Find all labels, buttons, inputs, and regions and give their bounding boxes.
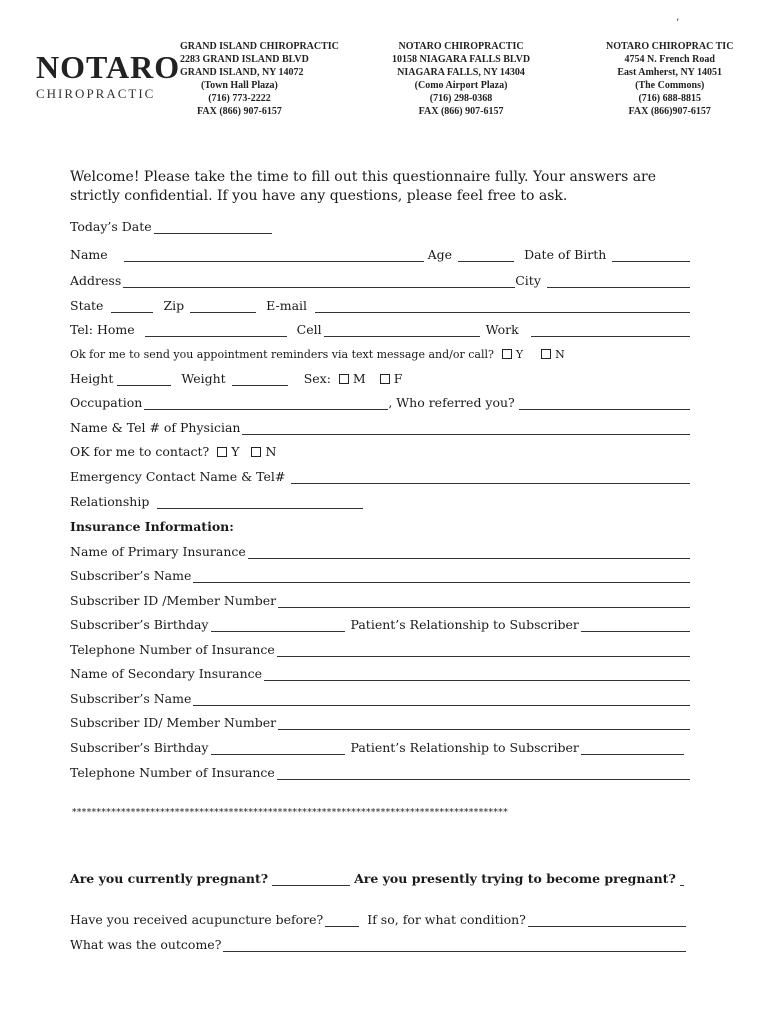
reminders-row <box>70 341 690 361</box>
location-line: 2283 GRAND ISLAND BLVD <box>180 54 309 65</box>
height-row <box>70 366 690 386</box>
location-line: (716) 298-0368 <box>429 93 493 104</box>
location-east-amherst <box>606 40 733 118</box>
acupuncture-input[interactable] <box>325 912 359 927</box>
acupuncture-row <box>70 907 690 927</box>
location-grand-island <box>180 40 339 118</box>
location-line: FAX (866) 907-6157 <box>197 106 282 117</box>
subscriber-name-2-row <box>70 686 690 706</box>
referred-input[interactable] <box>519 395 690 410</box>
referred-label: , Who referred you? <box>388 395 515 410</box>
physician-input[interactable] <box>242 420 690 435</box>
subscriber-name-2-input[interactable] <box>193 691 690 706</box>
secondary-insurance-label: Name of Secondary Insurance <box>70 666 263 681</box>
emergency-input[interactable] <box>291 469 690 484</box>
insurance-telephone-2-input[interactable] <box>277 765 690 780</box>
sex-male-checkbox[interactable] <box>339 374 349 384</box>
primary-insurance-input[interactable] <box>248 544 690 559</box>
primary-insurance-label: Name of Primary Insurance <box>70 544 246 559</box>
reminders-label: Ok for me to send you appointment reminders via text message and/or call? <box>70 348 494 361</box>
patient-relationship-2-label: Patient’s Relationship to Subscriber <box>350 740 579 755</box>
occupation-row <box>70 390 690 410</box>
subscriber-id-label: Subscriber ID /Member Number <box>70 593 277 608</box>
state-input[interactable] <box>111 298 153 313</box>
dob-input[interactable] <box>612 247 690 262</box>
weight-input[interactable] <box>232 371 288 386</box>
location-niagara-falls <box>392 40 530 118</box>
state-row <box>70 293 690 313</box>
welcome-message: Welcome! Please take the time to fill out this questionnaire fully. Your answers are strictly confidential. If you have any questions, please feel free to ask. <box>70 169 657 204</box>
address-input[interactable] <box>123 273 515 288</box>
name-input[interactable] <box>124 247 424 262</box>
insurance-heading-row <box>70 514 690 534</box>
reminders-no-label: N <box>555 348 565 361</box>
name-row <box>70 242 690 262</box>
condition-input[interactable] <box>528 912 686 927</box>
trying-pregnant-input[interactable] <box>680 871 684 886</box>
outcome-input[interactable] <box>223 937 686 952</box>
location-line: (716) 773-2222 <box>208 93 271 104</box>
todays-date-input[interactable] <box>154 219 272 234</box>
subscriber-id-row <box>70 588 690 608</box>
relationship-row <box>70 489 690 509</box>
trying-pregnant-label: Are you presently trying to become pregnant? <box>354 871 676 886</box>
logo-wordmark: NOTARO <box>36 49 181 85</box>
condition-label: If so, for what condition? <box>367 912 526 927</box>
ok-contact-no-label: N <box>265 444 277 459</box>
email-input[interactable] <box>315 298 690 313</box>
work-input[interactable] <box>531 322 690 337</box>
location-line: FAX (866) 907-6157 <box>418 106 504 117</box>
pregnant-label: Are you currently pregnant? <box>70 871 269 886</box>
subscriber-birthday-label: Subscriber’s Birthday <box>70 617 209 632</box>
phone-row <box>70 317 690 337</box>
dob-label: Date of Birth <box>524 247 607 262</box>
age-input[interactable] <box>458 247 514 262</box>
patient-relationship-label: Patient’s Relationship to Subscriber <box>350 617 579 632</box>
subscriber-birthday-row <box>70 612 690 632</box>
subscriber-birthday-2-label: Subscriber’s Birthday <box>70 740 209 755</box>
emergency-row <box>70 464 690 484</box>
work-label: Work <box>485 322 519 337</box>
subscriber-name-2-label: Subscriber’s Name <box>70 691 192 706</box>
location-line: NOTARO CHIROPRACTIC <box>398 41 524 52</box>
email-label: E-mail <box>266 298 308 313</box>
tel-home-input[interactable] <box>145 322 287 337</box>
reminders-yes-checkbox[interactable] <box>502 349 512 359</box>
ok-contact-no-checkbox[interactable] <box>251 447 261 457</box>
name-label: Name <box>70 247 108 262</box>
age-label: Age <box>427 247 453 262</box>
practice-logo <box>36 49 181 102</box>
secondary-insurance-input[interactable] <box>264 666 690 681</box>
outcome-row <box>70 932 690 952</box>
todays-date-row <box>70 214 690 234</box>
subscriber-name-input[interactable] <box>193 568 690 583</box>
address-label: Address <box>70 273 122 288</box>
patient-relationship-input[interactable] <box>581 617 690 632</box>
location-line: East Amherst, NY 14051 <box>617 67 723 78</box>
subscriber-name-row <box>70 563 690 583</box>
secondary-insurance-row <box>70 661 690 681</box>
emergency-label: Emergency Contact Name & Tel# <box>70 469 286 484</box>
subscriber-id-input[interactable] <box>278 593 690 608</box>
insurance-telephone-row <box>70 637 690 657</box>
tel-home-label: Tel: Home <box>70 322 135 337</box>
location-line: 10158 NIAGARA FALLS BLVD <box>392 54 531 65</box>
occupation-label: Occupation <box>70 395 143 410</box>
subscriber-birthday-input[interactable] <box>211 617 345 632</box>
reminders-yes-label: Y <box>515 348 524 361</box>
physician-label: Name & Tel # of Physician <box>70 420 241 435</box>
location-line: (Town Hall Plaza) <box>201 80 278 91</box>
address-row <box>70 268 690 288</box>
stray-mark: ’ <box>676 18 680 29</box>
insurance-heading: Insurance Information: <box>70 519 234 534</box>
zip-input[interactable] <box>190 298 256 313</box>
section-separator: ***************************************************************************************** <box>72 808 509 818</box>
ok-contact-row <box>70 439 690 459</box>
ok-contact-label: OK for me to contact? <box>70 444 210 459</box>
city-label: City <box>515 273 541 288</box>
ok-contact-yes-label: Y <box>231 444 240 459</box>
outcome-label: What was the outcome? <box>70 937 222 952</box>
location-line: FAX (866)907-6157 <box>628 106 711 117</box>
reminders-no-checkbox[interactable] <box>541 349 551 359</box>
location-line: (716) 688-8815 <box>638 93 701 104</box>
subscriber-name-label: Subscriber’s Name <box>70 568 192 583</box>
sex-female-checkbox[interactable] <box>380 374 390 384</box>
height-label: Height <box>70 371 114 386</box>
pregnant-input[interactable] <box>272 871 350 886</box>
subscriber-birthday-2-input[interactable] <box>211 740 345 755</box>
insurance-telephone-2-row <box>70 760 690 780</box>
location-line: NIAGARA FALLS, NY 14304 <box>397 67 525 78</box>
insurance-telephone-label: Telephone Number of Insurance <box>70 642 275 657</box>
subscriber-id-2-row <box>70 710 690 730</box>
location-line: NOTARO CHIROPRAC TIC <box>606 41 734 52</box>
relationship-input[interactable] <box>157 494 363 509</box>
ok-contact-yes-checkbox[interactable] <box>217 447 227 457</box>
insurance-telephone-input[interactable] <box>277 642 690 657</box>
subscriber-birthday-2-row <box>70 735 690 755</box>
location-line: 4754 N. French Road <box>624 54 715 65</box>
location-line: (The Commons) <box>635 80 705 91</box>
sex-label: Sex: <box>303 371 331 386</box>
location-line: GRAND ISLAND CHIROPRACTIC <box>180 41 339 52</box>
primary-insurance-row <box>70 539 690 559</box>
occupation-input[interactable] <box>144 395 388 410</box>
relationship-label: Relationship <box>70 494 150 509</box>
insurance-telephone-2-label: Telephone Number of Insurance <box>70 765 275 780</box>
logo-subtitle: CHIROPRACTIC <box>36 86 156 101</box>
state-label: State <box>70 298 104 313</box>
weight-label: Weight <box>181 371 226 386</box>
location-line: (Como Airport Plaza) <box>414 80 508 91</box>
city-input[interactable] <box>547 273 690 288</box>
subscriber-id-2-label: Subscriber ID/ Member Number <box>70 715 277 730</box>
acupuncture-label: Have you received acupuncture before? <box>70 912 324 927</box>
patient-relationship-2-input[interactable] <box>581 740 684 755</box>
cell-input[interactable] <box>324 322 480 337</box>
cell-label: Cell <box>296 322 322 337</box>
height-input[interactable] <box>117 371 171 386</box>
sex-male-label: M <box>352 371 366 386</box>
todays-date-label: Today’s Date <box>70 219 152 234</box>
subscriber-id-2-input[interactable] <box>278 715 690 730</box>
physician-row <box>70 415 690 435</box>
sex-female-label: F <box>393 371 403 386</box>
zip-label: Zip <box>163 298 185 313</box>
location-line: GRAND ISLAND, NY 14072 <box>180 67 304 78</box>
pregnancy-row <box>70 866 690 886</box>
